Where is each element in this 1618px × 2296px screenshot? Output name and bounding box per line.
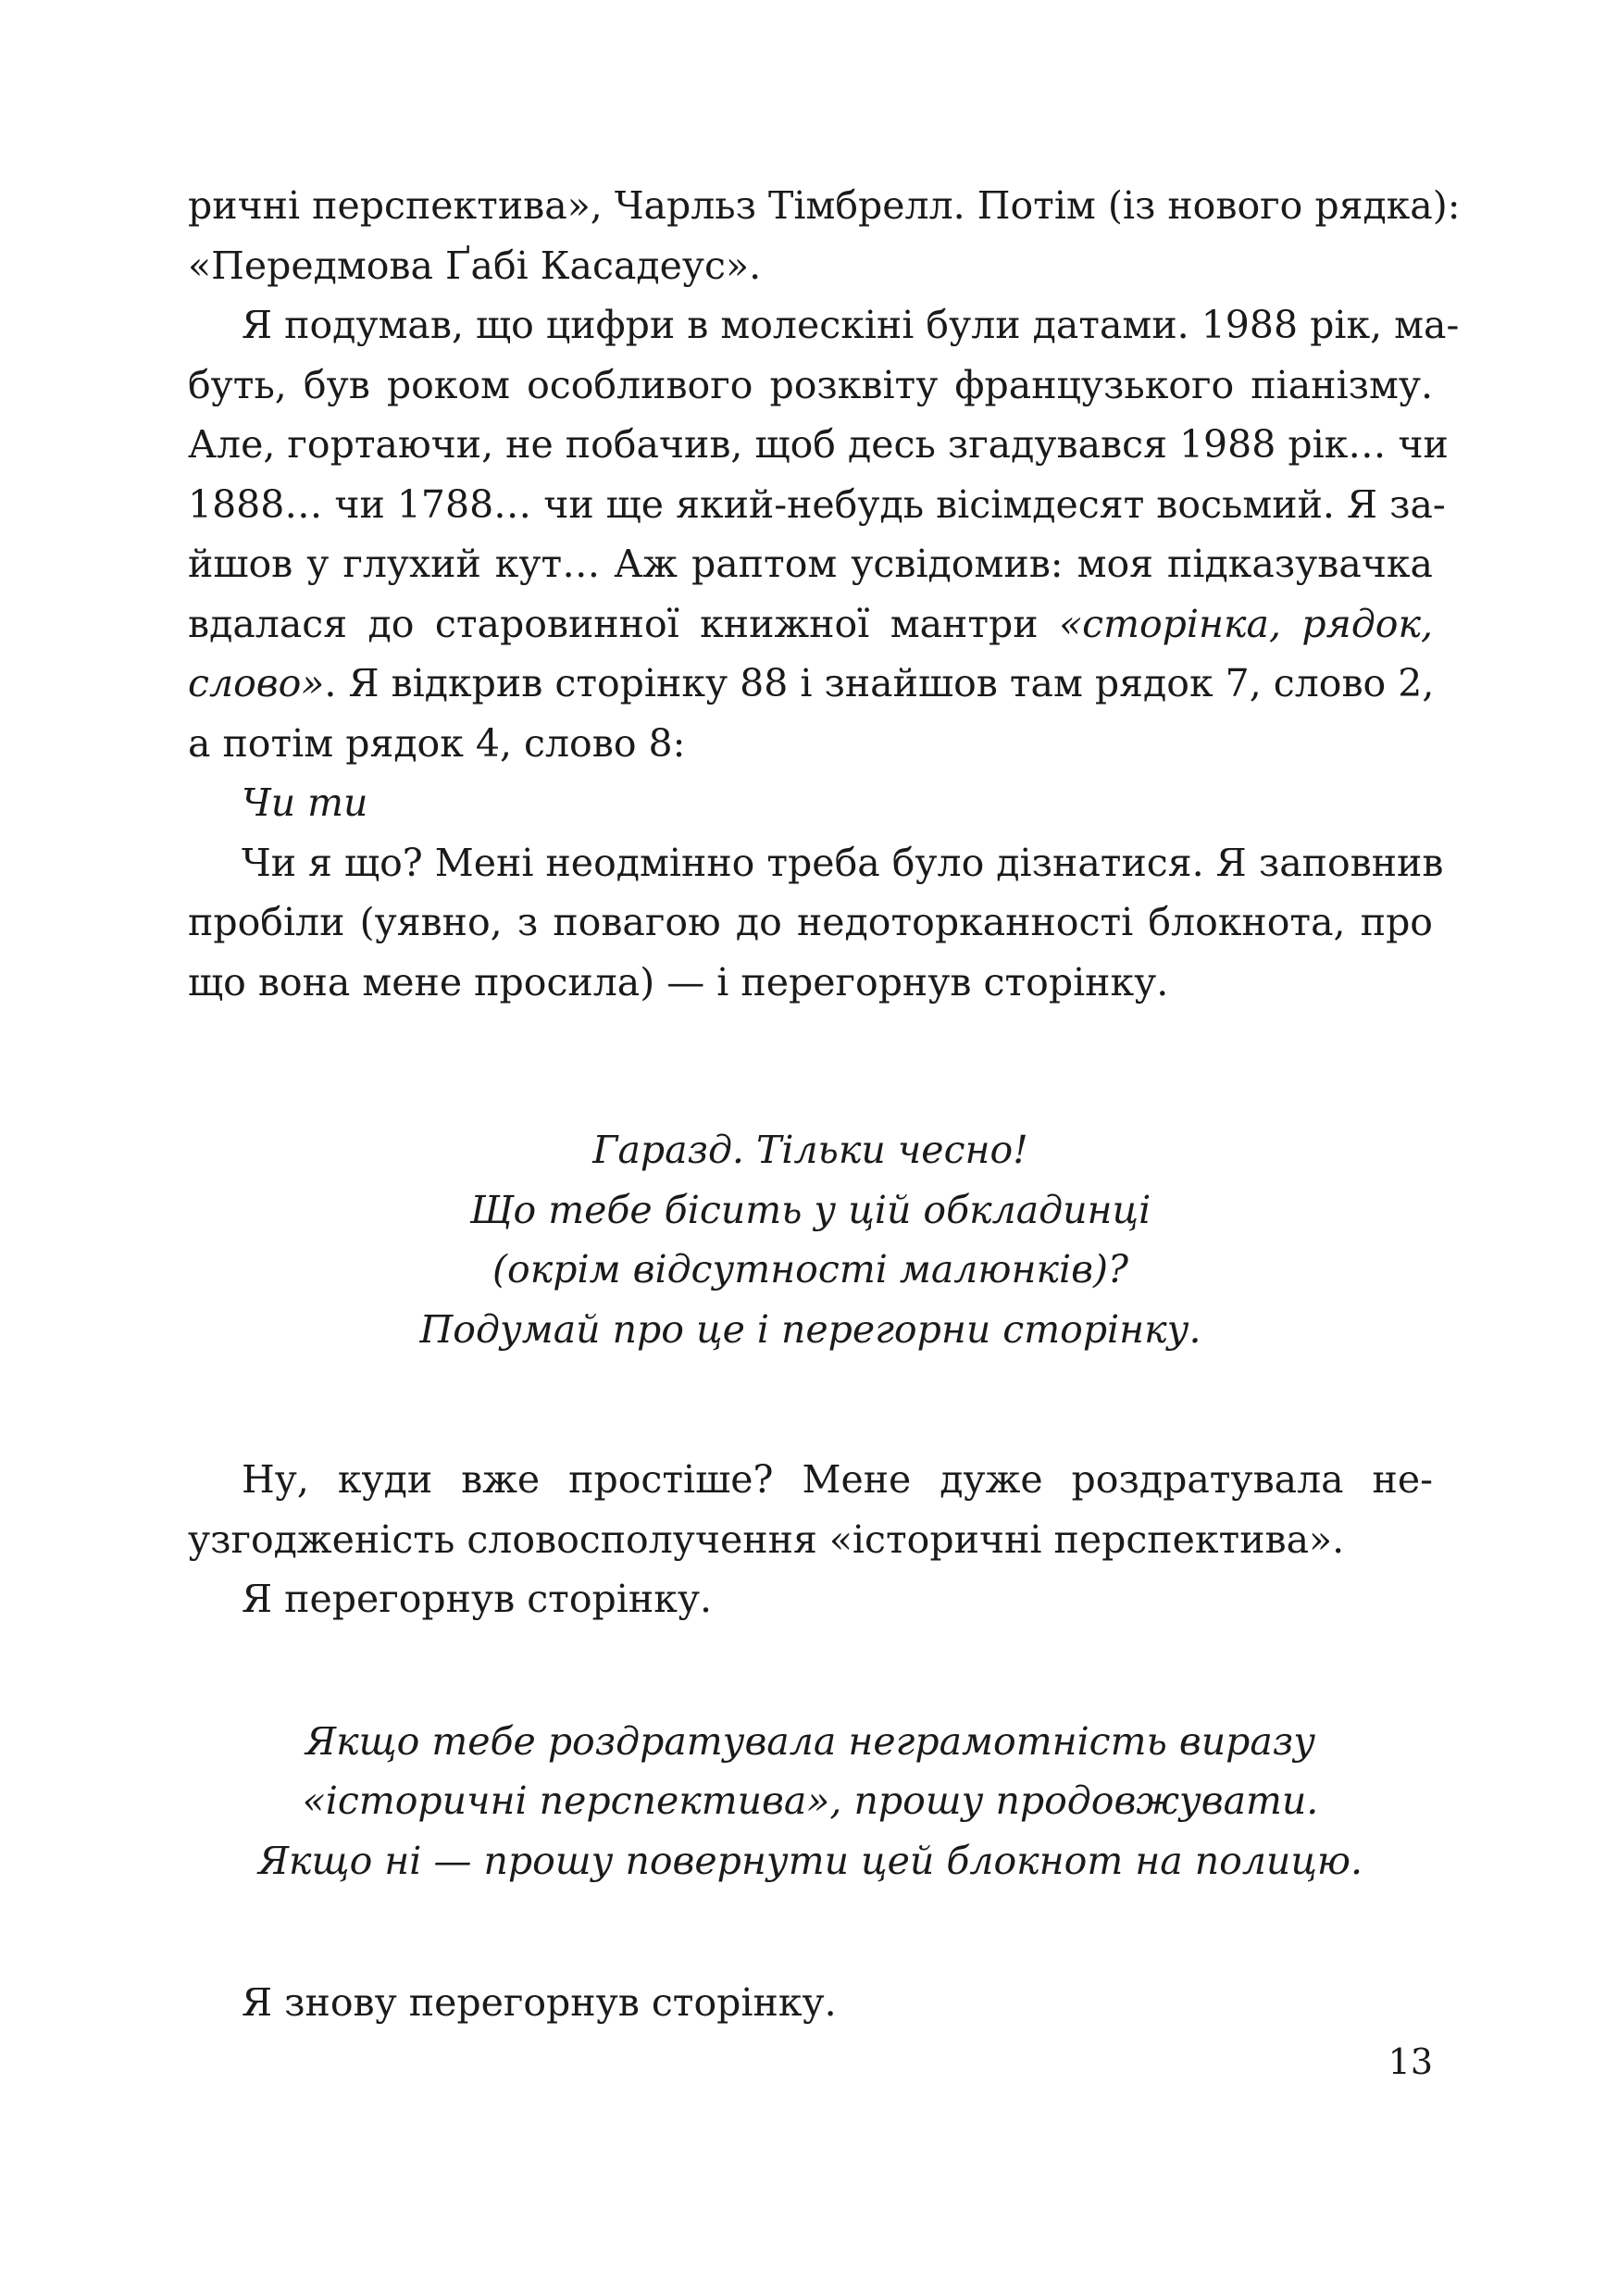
text-line: йшов у глухий кут… Аж раптом усвідомив: моя підказувачка (188, 542, 1433, 586)
text-line: Але, гортаючи, не побачив, щоб десь згадувався 1988 рік… чи (188, 422, 1449, 467)
text-line: Чи я що? Мені неодмінно треба було дізнатися. Я заповнив (242, 840, 1444, 885)
text-line: а потім рядок 4, слово 8: (188, 720, 686, 766)
text-line-mixed (188, 594, 1433, 655)
text-line: «Передмова Ґабі Касадеус». (188, 243, 762, 288)
text-line: Я знову перегорнув сторінку. (242, 1980, 837, 2025)
answer-line: Чи ти (242, 780, 368, 825)
notebook-note (188, 1120, 1433, 1359)
italic-phrase: «сторінка, рядок, (1059, 601, 1434, 646)
spacer (188, 1012, 1433, 1120)
page-number: 13 (1388, 2041, 1433, 2082)
text-line: пробіли (уявно, з повагою до недоторканності блокнота, про (188, 900, 1433, 944)
spacer (188, 1629, 1433, 1712)
text-line: 1888… чи 1788… чи ще який-небудь вісімдесят восьмий. Я за- (188, 481, 1446, 527)
note-line: Якщо ні — прошу повернути цей блокнот на полицю. (257, 1838, 1363, 1883)
text-line: Я перегорнув сторінку. (242, 1577, 713, 1621)
italic-phrase: слово» (188, 661, 325, 705)
notebook-note (188, 1712, 1433, 1891)
note-line: Якщо тебе роздратувала неграмотність виразу (305, 1718, 1315, 1764)
text-line-mixed (188, 654, 1433, 714)
note-line: (окрім відсутності малюнків)? (492, 1247, 1128, 1292)
text-segment: . Я відкрив сторінку 88 і знайшов там рядок 7, слово 2, (324, 661, 1435, 705)
note-line: Що тебе бісить у цій обкладинці (469, 1187, 1151, 1232)
spacer (188, 1890, 1433, 1973)
text-line: Я подумав, що цифри в молескіні були датами. 1988 рік, ма- (242, 303, 1460, 347)
text-line: буть, був роком особливого розквіту французького піанізму. (188, 362, 1433, 407)
text-segment: вдалася до старовинної книжної мантри (188, 601, 1060, 646)
spacer (188, 1359, 1433, 1450)
text-line: Ну, куди вже простіше? Мене дуже роздратувала не- (242, 1457, 1433, 1502)
text-line: що вона мене просила) — і перегорнув сторінку. (188, 959, 1169, 1004)
text-line: узгодженість словосполучення «історичні перспектива». (188, 1516, 1345, 1562)
note-line: «історичні перспектива», прошу продовжувати. (302, 1778, 1319, 1823)
page-body (188, 176, 1461, 2033)
text-line: ричні перспектива», Чарльз Тімбрелл. Потім (із нового рядка): (188, 183, 1461, 228)
note-line: Подумай про це і перегорни сторінку. (419, 1306, 1201, 1352)
note-line: Гаразд. Тільки чесно! (592, 1128, 1028, 1172)
